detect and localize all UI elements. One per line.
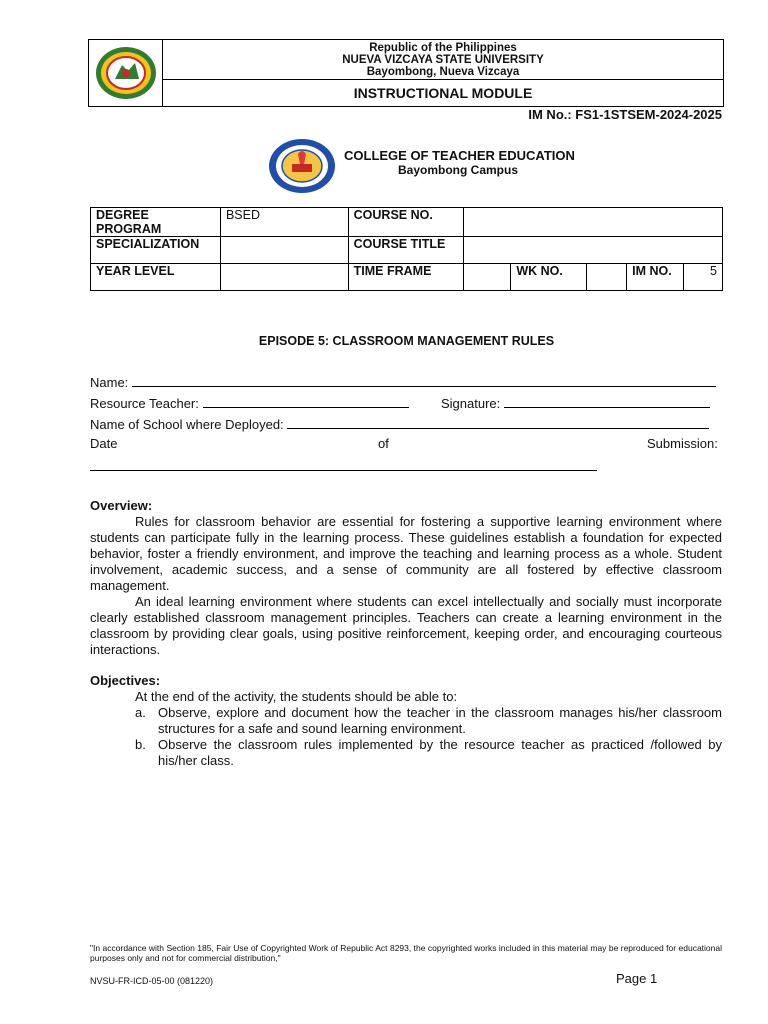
school-label: Name of School where Deployed: — [90, 417, 284, 432]
college-campus: Bayombong Campus — [398, 163, 519, 177]
signature-blank[interactable] — [504, 395, 710, 408]
specialization-value — [220, 237, 348, 264]
university-name: NUEVA VIZCAYA STATE UNIVERSITY — [342, 54, 544, 66]
date-label: Date — [90, 436, 118, 451]
republic-line: Republic of the Philippines — [369, 42, 517, 54]
course-info-table — [90, 207, 723, 291]
page-number: Page 1 — [616, 971, 658, 986]
cte-seal-icon — [268, 138, 336, 194]
degree-program-label: DEGREE PROGRAM — [91, 208, 221, 237]
overview-paragraph-2: An ideal learning environment where students can excel intellectually and socially must incorporate clearly established classroom management principles. Teachers can create a learning environment in the classroom by providing clear goals, using positive reinforcement, keeping order, and encouraging courteous interactions. — [90, 594, 722, 657]
module-title: INSTRUCTIONAL MODULE — [353, 85, 533, 101]
wk-no-label: WK NO. — [511, 264, 587, 291]
nvsu-seal-icon — [95, 45, 157, 101]
table-row — [91, 208, 723, 237]
overview-section — [90, 498, 722, 658]
name-label: Name: — [90, 375, 129, 390]
resource-teacher-blank[interactable] — [203, 395, 409, 408]
table-row — [91, 264, 723, 291]
header-institution — [163, 40, 723, 80]
overview-heading: Overview: — [90, 498, 153, 513]
time-frame-value — [464, 264, 511, 291]
episode-title: EPISODE 5: CLASSROOM MANAGEMENT RULES — [258, 334, 555, 348]
objective-b-label: b. — [135, 737, 146, 752]
course-no-label: COURSE NO. — [348, 208, 464, 237]
college-name: COLLEGE OF TEACHER EDUCATION — [344, 148, 575, 163]
im-no-label: IM NO. — [627, 264, 684, 291]
year-level-label: YEAR LEVEL — [91, 264, 221, 291]
table-row — [91, 237, 723, 264]
signature-row — [441, 395, 710, 411]
name-field-row — [90, 374, 716, 390]
course-title-label: COURSE TITLE — [348, 237, 464, 264]
specialization-label: SPECIALIZATION — [91, 237, 221, 264]
signature-label: Signature: — [441, 396, 501, 411]
form-number: NVSU-FR-ICD-05-00 (081220) — [90, 976, 214, 986]
im-no-value: 5 — [684, 264, 723, 291]
resource-teacher-row — [90, 395, 409, 411]
overview-paragraph-1: Rules for classroom behavior are essential for fostering a supportive learning environment where students can participate fully in the learning process. These guidelines establish a foundation for expected behavior, foster a friendly environment, and improve the teaching and learning process as a whole. Student involvement, academic success, and a sense of community are all fostered by effective classroom management. — [90, 514, 722, 593]
list-item — [135, 737, 722, 769]
objective-a-label: a. — [135, 705, 146, 720]
degree-program-value: BSED — [220, 208, 348, 237]
list-item — [135, 705, 722, 737]
date-blank[interactable] — [90, 458, 597, 471]
year-level-value — [220, 264, 348, 291]
university-logo-cell — [89, 40, 163, 106]
copyright-note: "In accordance with Section 185, Fair Use of Copyrighted Work of Republic Act 8293, the copyrighted works included in this material may be reproduced for educational purposes only and not for commercial distribution," — [90, 943, 722, 963]
wk-no-value — [587, 264, 627, 291]
of-label: of — [378, 436, 389, 451]
objectives-intro: At the end of the activity, the students should be able to: — [135, 689, 458, 704]
course-title-value — [464, 237, 723, 264]
time-frame-label: TIME FRAME — [348, 264, 464, 291]
university-location: Bayombong, Nueva Vizcaya — [366, 66, 520, 78]
resource-teacher-label: Resource Teacher: — [90, 396, 199, 411]
name-blank[interactable] — [132, 374, 716, 387]
objective-a-text: Observe, explore and document how the teacher in the classroom manages his/her classroom structures for a safe and sound learning environment. — [158, 705, 722, 736]
course-no-value — [464, 208, 723, 237]
objective-b-text: Observe the classroom rules implemented by the resource teacher as practiced /followed by his/her class. — [158, 737, 722, 768]
im-number: IM No.: FS1-1STSEM-2024-2025 — [528, 107, 722, 122]
header-table — [88, 39, 724, 107]
submission-label: Submission: — [647, 436, 718, 451]
objectives-heading: Objectives: — [90, 673, 161, 688]
school-row — [90, 416, 709, 432]
school-blank[interactable] — [287, 416, 709, 429]
